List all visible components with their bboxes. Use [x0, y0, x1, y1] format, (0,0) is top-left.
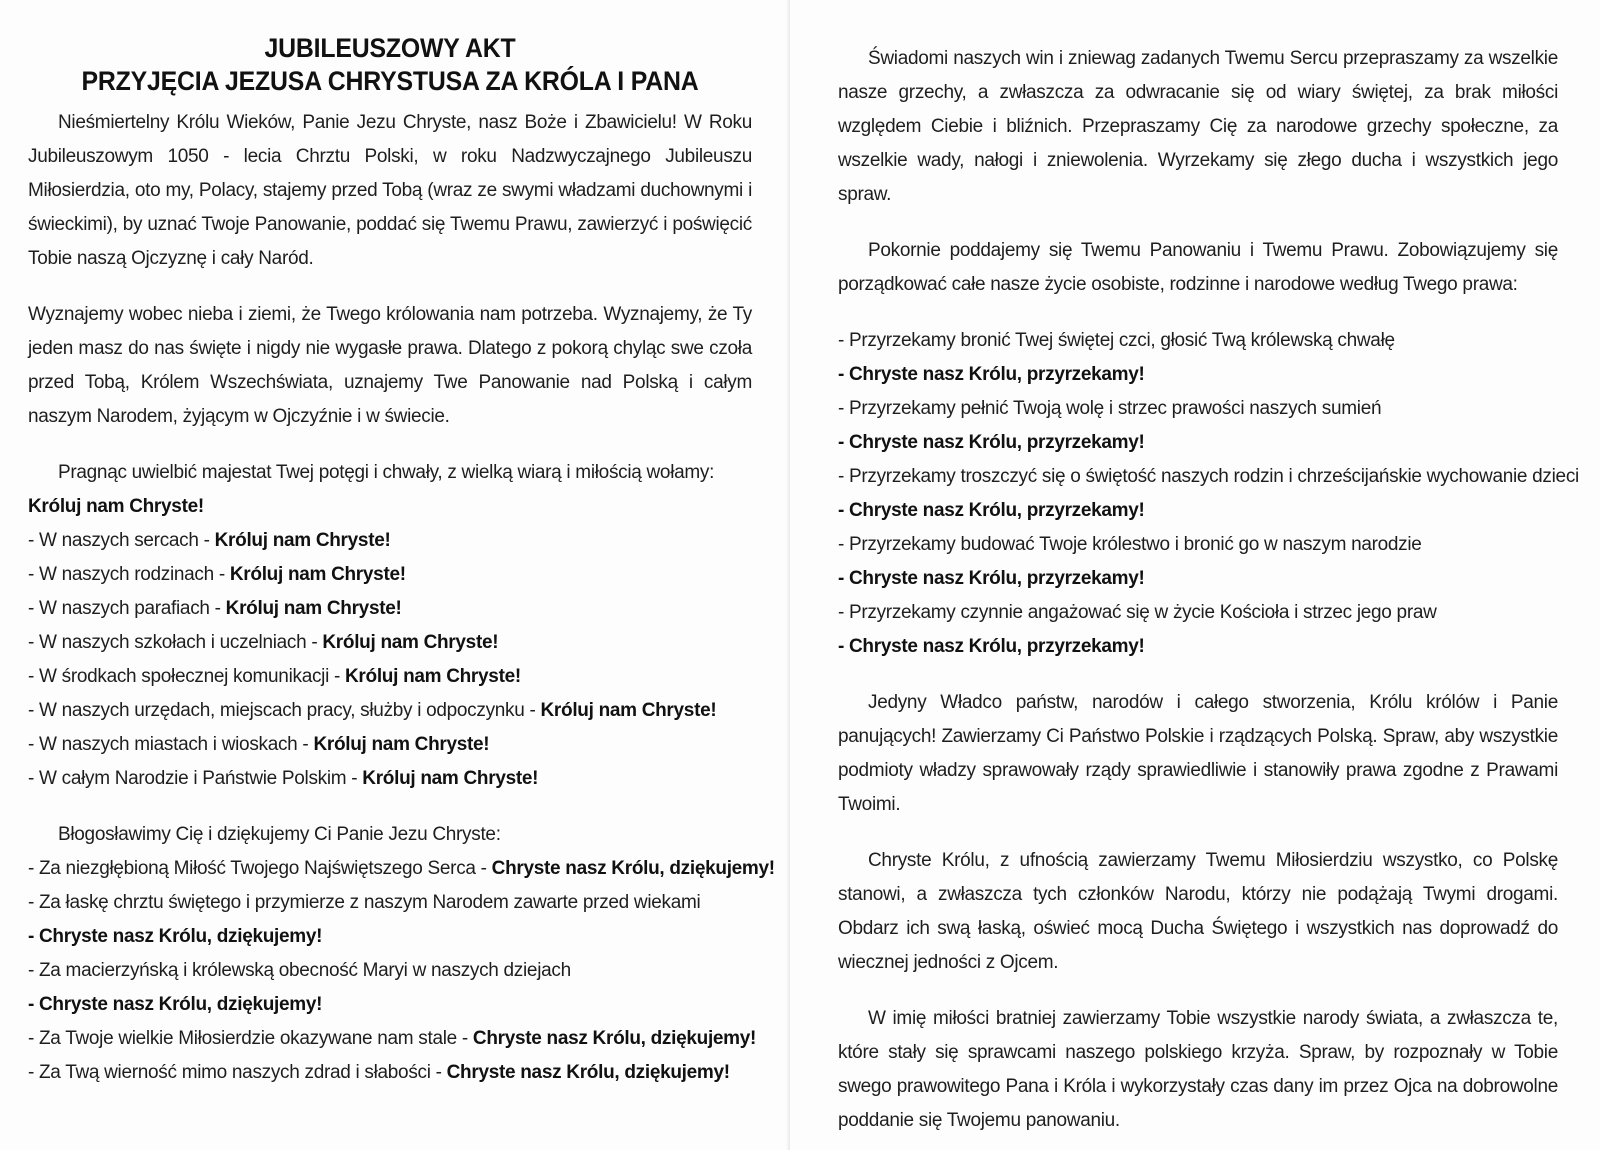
promise-line: - Przyrzekamy bronić Twej świętej czci, głosić Twą królewską chwałę	[838, 330, 1395, 351]
promises-litany	[838, 324, 1579, 664]
page-title	[57, 32, 723, 98]
entrust-nations-paragraph: W imię miłości bratniej zawierzamy Tobie wszystkie narody świata, a zwłaszcza te, które stały się sprawcami naszego polskiego krzyża. Spraw, by rozpoznały w Tobie swego prawowitego Pana i Króla i wykorzystały czas dany im przez Ojca na dobrowolne poddanie się Twojemu panowaniu.	[838, 1008, 1558, 1131]
title-line-1: JUBILEUSZOWY AKT	[264, 33, 516, 63]
submission-paragraph: Pokornie poddajemy się Twemu Panowaniu i Twemu Prawu. Zobowiązujemy się porządkować całe nasze życie osobiste, rodzinne i narodowe według Twego prawa:	[838, 240, 1558, 295]
entrust-all-paragraph: Chryste Królu, z ufnością zawierzamy Twemu Miłosierdziu wszystko, co Polskę stanowi, a zwłaszcza tych członków Narodu, którzy nie podążają Twymi drogami. Obdarz ich swą łaską, oświeć mocą Ducha Świętego i wszystkich nas doprowadź do wiecznej jedności z Ojcem.	[838, 850, 1558, 973]
thanks-line: - Za macierzyńską i królewską obecność Maryi w naszych dziejach	[28, 960, 571, 981]
apology-paragraph: Świadomi naszych win i zniewag zadanych Twemu Sercu przepraszamy za wszelkie nasze grzechy, a zwłaszcza za odwracanie się od wiary świętej, za brak miłości względem Ciebie i bliźnich. Przepraszamy Cię za narodowe grzechy społeczne, za wszelkie wady, nałogi i zniewolenia. Wyrzekamy się złego ducha i wszystkich jego spraw.	[838, 48, 1558, 205]
left-page	[0, 0, 790, 1150]
litany-line: - W naszych szkołach i uczelniach - Króluj nam Chryste!	[28, 632, 499, 653]
promise-response: - Chryste nasz Królu, przyrzekamy!	[838, 364, 1145, 385]
entrust-state-paragraph: Jedyny Władco państw, narodów i całego stworzenia, Królu królów i Panie panujących! Zawierzamy Ci Państwo Polskie i rządzących Polską. Spraw, aby wszystkie podmioty władzy sprawowały rządy sprawiedliwie i stanowiły prawa zgodne z Prawami Twoimi.	[838, 692, 1558, 815]
promise-response: - Chryste nasz Królu, przyrzekamy!	[838, 636, 1145, 657]
confession-paragraph: Wyznajemy wobec nieba i ziemi, że Twego królowania nam potrzeba. Wyznajemy, że Ty jeden masz do nas święte i nigdy nie wygasłe prawa. Dlatego z pokorą chyląc swe czoła przed Tobą, Królem Wszechświata, uznajemy Twe Panowanie nad Polską i całym naszym Narodem, żyjącym w Ojczyźnie i w świecie.	[28, 304, 752, 427]
title-line-2: PRZYJĘCIA JEZUSA CHRYSTUSA ZA KRÓLA I PANA	[81, 66, 699, 96]
litany-line: - W całym Narodzie i Państwie Polskim - Króluj nam Chryste!	[28, 768, 539, 789]
litany-line: - W naszych urzędach, miejscach pracy, służby i odpoczynku - Króluj nam Chryste!	[28, 700, 717, 721]
thanks-response: - Chryste nasz Królu, dziękujemy!	[28, 994, 323, 1015]
litany-line: - W naszych rodzinach - Króluj nam Chryste!	[28, 564, 406, 585]
promise-line: - Przyrzekamy budować Twoje królestwo i bronić go w naszym narodzie	[838, 534, 1422, 555]
litany-line: - W środkach społecznej komunikacji - Króluj nam Chryste!	[28, 666, 521, 687]
thanks-response: - Chryste nasz Królu, dziękujemy!	[28, 926, 323, 947]
thanks-line: - Za Twą wierność mimo naszych zdrad i słabości - Chryste nasz Królu, dziękujemy!	[28, 1062, 730, 1083]
intro-paragraph: Nieśmiertelny Królu Wieków, Panie Jezu Chryste, nasz Boże i Zbawicielu! W Roku Jubileuszowym 1050 - lecia Chrztu Polski, w roku Nadzwyczajnego Jubileuszu Miłosierdzia, oto my, Polacy, stajemy przed Tobą (wraz ze swymi władzami duchownymi i świeckimi), by uznać Twoje Panowanie, poddać się Twemu Prawu, zawierzyć i poświęcić Tobie naszą Ojczyznę i cały Naród.	[28, 112, 752, 269]
right-page	[790, 0, 1600, 1150]
desire-intro: Pragnąc uwielbić majestat Twej potęgi i chwały, z wielką wiarą i miłością wołamy:	[58, 462, 715, 483]
litany-line: - W naszych sercach - Króluj nam Chryste!	[28, 530, 391, 551]
thanks-intro: Błogosławimy Cię i dziękujemy Ci Panie Jezu Chryste:	[58, 824, 501, 845]
promise-response: - Chryste nasz Królu, przyrzekamy!	[838, 432, 1145, 453]
thanks-line: - Za niezgłębioną Miłość Twojego Najświętszego Serca - Chryste nasz Królu, dziękujemy!	[28, 858, 775, 879]
thanks-line: - Za Twoje wielkie Miłosierdzie okazywane nam stale - Chryste nasz Królu, dziękujemy!	[28, 1028, 757, 1049]
reign-call: Króluj nam Chryste!	[28, 496, 204, 517]
promise-line: - Przyrzekamy czynnie angażować się w życie Kościoła i strzec jego praw	[838, 602, 1437, 623]
reign-litany	[28, 524, 752, 796]
promise-response: - Chryste nasz Królu, przyrzekamy!	[838, 568, 1145, 589]
promise-line: - Przyrzekamy pełnić Twoją wolę i strzec prawości naszych sumień	[838, 398, 1382, 419]
promise-line: - Przyrzekamy troszczyć się o świętość naszych rodzin i chrześcijańskie wychowanie dzieci	[838, 466, 1579, 487]
promise-response: - Chryste nasz Królu, przyrzekamy!	[838, 500, 1145, 521]
litany-line: - W naszych miastach i wioskach - Króluj nam Chryste!	[28, 734, 490, 755]
litany-line: - W naszych parafiach - Króluj nam Chryste!	[28, 598, 402, 619]
thanks-line: - Za łaskę chrztu świętego i przymierze z naszym Narodem zawarte przed wiekami	[28, 892, 701, 913]
thanks-litany	[28, 852, 775, 1090]
